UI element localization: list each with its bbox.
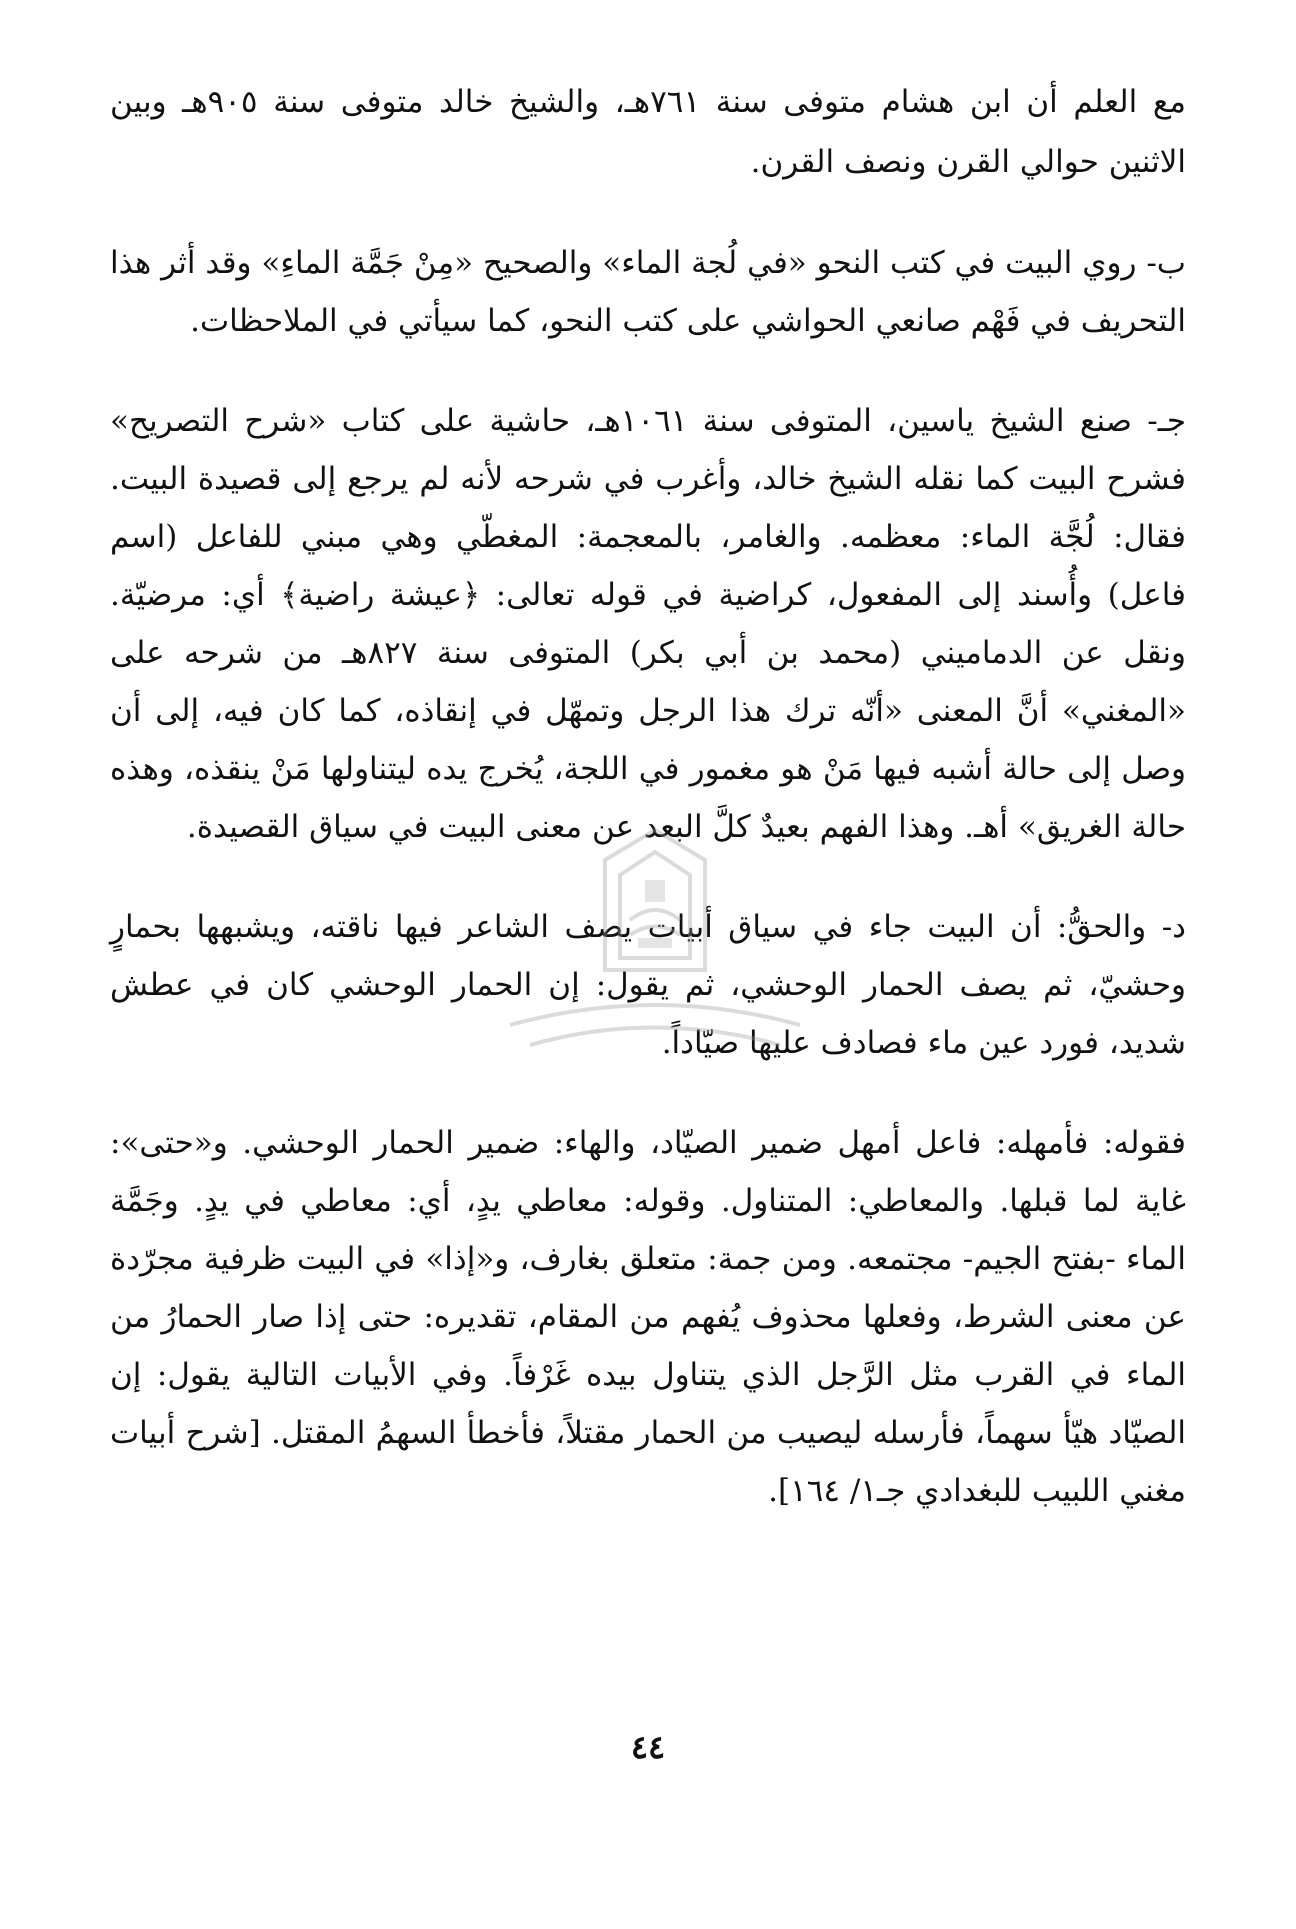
page-number: ٤٤	[630, 1728, 666, 1766]
paragraph-intro: مع العلم أن ابن هشام متوفى سنة ٧٦١هـ، والشيخ خالد متوفى سنة ٩٠٥هـ وبين الاثنين حوالي القرن ونصف القرن.	[110, 84, 1186, 180]
body-text	[110, 72, 1186, 1520]
paragraph-explanation: فقوله: فأمهله: فاعل أمهل ضمير الصيّاد، والهاء: ضمير الحمار الوحشي. و«حتى»: غاية لما قبلها. والمعاطي: المتناول. وقوله: معاطي يدٍ، أي: معاطي في يدٍ. وجَمَّة الماء -بفتح الجيم- مجتمعه. ومن جمة: متعلق بغارف، و«إذا» في البيت ظرفية مجرّدة عن معنى الشرط، وفعلها محذوف يُفهم من المقام، تقديره: حتى إذا صار الحمارُ من الماء في القرب مثل الرَّجل الذي يتناول بيده غَرْفاً. وفي الأبيات التالية يقول: إن الصيّاد هيّأ سهماً، فأرسله ليصيب من الحمار مقتلاً، فأخطأ السهمُ المقتل. [شرح أبيات مغني اللبيب للبغدادي جـ١/ ١٦٤].	[110, 1125, 1186, 1509]
library-watermark-logo	[490, 820, 820, 1070]
paragraph-jeem: جـ- صنع الشيخ ياسين، المتوفى سنة ١٠٦١هـ، حاشية على كتاب «شرح التصريح» فشرح البيت كما نقله الشيخ خالد، وأغرب في شرحه لأنه لم يرجع إلى قصيدة البيت. فقال: لُجَّة الماء: معظمه. والغامر، بالمعجمة: المغطّي وهي مبني للفاعل (اسم فاعل) وأُسند إلى المفعول، كراضية في قوله تعالى: ﴿عيشة راضية﴾ أي: مرضيّة. ونقل عن الدماميني (محمد بن أبي بكر) المتوفى سنة ٨٢٧هـ من شرحه على «المغني» أنَّ المعنى «أنّه ترك هذا الرجل وتمهّل في إنقاذه، كما كان فيه، إلى أن وصل إلى حالة أشبه فيها مَنْ هو مغمور في اللجة، يُخرج يده ليتناولها مَنْ ينقذه، وهذه حالة الغريق» أهـ. وهذا الفهم بعيدٌ كلَّ البعد عن معنى البيت في سياق القصيدة.	[110, 403, 1187, 845]
paragraph-dal: د- والحقُّ: أن البيت جاء في سياق أبيات يصف الشاعر فيها ناقته، ويشبهها بحمارٍ وحشيّ، ثم يصف الحمار الوحشي، ثم يقول: إن الحمار الوحشي كان في عطش شديد، فورد عين ماء فصادف عليها صيّاداً.	[110, 909, 1186, 1061]
paragraph-b: ب- روي البيت في كتب النحو «في لُجة الماء» والصحيح «مِنْ جَمَّة الماءِ» وقد أثر هذا التحريف في فَهْم صانعي الحواشي على كتب النحو، كما سيأتي في الملاحظات.	[110, 245, 1186, 339]
